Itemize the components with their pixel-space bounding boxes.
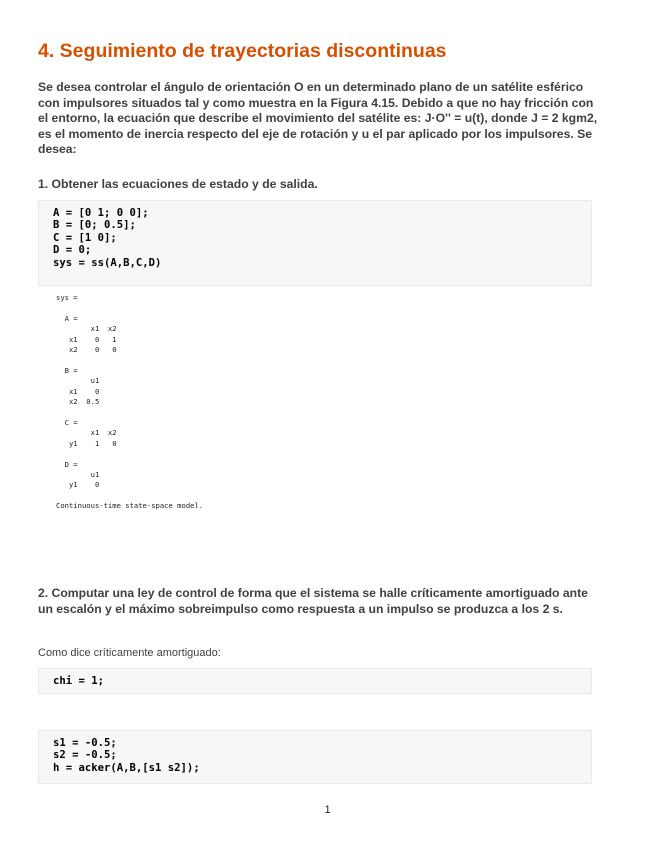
code-line: sys = ss(A,B,C,D)	[53, 256, 162, 269]
question-2: 2. Computar una ley de control de forma que el sistema se halle críticamente amortiguado ante un escalón y el máximo sobreimpulso como respuesta a un impulso se produzca a los 2 s.	[38, 586, 588, 616]
code-block-1[interactable]	[38, 200, 592, 286]
code-line: A = [0 1; 0 0];	[53, 207, 149, 219]
code-line: B = [0; 0.5];	[53, 219, 136, 232]
command-output: sys = A = x1 x2 x1 0 1 x2 0 0 B = u1 x1 0 x2 0.5 C = x1 x2 y1 1 0 D = u1 y1 0 Continuous-time state-space model.	[56, 293, 204, 511]
code-line: s2 = -0.5;	[53, 749, 117, 762]
intro-paragraph: Se desea controlar el ángulo de orientación O en un determinado plano de un satélite esférico con impulsores situados tal y como muestra en la Figura 4.15. Debido a que no hay fricción con el entorno, la ecuación que describe el movimiento del satélite es: J·O'' = u(t), donde J = 2 kgm2, es el momento de inercia respecto del eje de rotación y u el par aplicado por los impulsores. Se desea:	[38, 80, 598, 157]
code-line: C = [1 0];	[53, 231, 117, 244]
code-line: D = 0;	[53, 244, 92, 257]
question-1: 1. Obtener las ecuaciones de estado y de salida.	[38, 177, 318, 191]
page-number: 1	[324, 804, 331, 816]
code-line: chi = 1;	[53, 675, 105, 687]
code-block-3[interactable]	[38, 730, 592, 784]
code-block-2[interactable]	[38, 668, 592, 694]
text-critical-damping: Como dice críticamente amortiguado:	[38, 647, 221, 659]
code-line: s1 = -0.5;	[53, 737, 117, 749]
section-title: 4. Seguimiento de trayectorias discontinuas	[38, 40, 447, 62]
code-line: h = acker(A,B,[s1 s2]);	[53, 761, 200, 774]
